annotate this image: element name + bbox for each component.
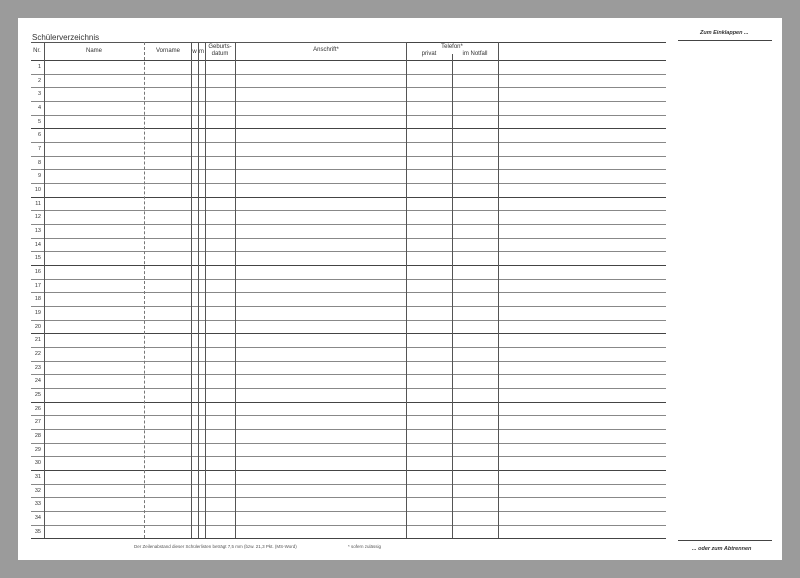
row-rule xyxy=(31,128,415,129)
row-rule xyxy=(31,101,415,102)
row-number: 24 xyxy=(34,378,41,385)
row-rule-right xyxy=(406,251,666,252)
row-number: 3 xyxy=(37,91,41,98)
row-number: 32 xyxy=(34,487,41,494)
row-rule xyxy=(31,169,415,170)
row-rule-right xyxy=(406,115,666,116)
row-rule-right xyxy=(406,197,666,198)
row-number: 13 xyxy=(34,228,41,235)
header-m: m xyxy=(199,49,204,55)
column-divider xyxy=(44,42,45,538)
row-rule xyxy=(31,183,415,184)
row-number: 25 xyxy=(34,392,41,399)
row-rule-right xyxy=(406,320,666,321)
row-number: 34 xyxy=(34,515,41,522)
row-number: 26 xyxy=(34,405,41,412)
row-rule xyxy=(31,511,415,512)
row-rule xyxy=(31,402,415,403)
row-rule-right xyxy=(406,224,666,225)
row-rule-right xyxy=(406,128,666,129)
fold-top-rule xyxy=(678,40,772,41)
row-rule xyxy=(31,429,415,430)
row-rule-right xyxy=(406,374,666,375)
row-rule-right xyxy=(406,210,666,211)
header-w: w xyxy=(192,49,197,55)
column-divider xyxy=(406,42,407,538)
row-number: 22 xyxy=(34,351,41,358)
row-rule-right xyxy=(406,361,666,362)
row-rule xyxy=(31,538,415,539)
row-number: 6 xyxy=(37,132,41,139)
row-number: 27 xyxy=(34,419,41,426)
row-number: 7 xyxy=(37,146,41,153)
row-rule-right xyxy=(406,538,666,539)
row-rule xyxy=(31,279,415,280)
column-divider xyxy=(191,42,192,538)
column-divider xyxy=(205,42,206,538)
row-number: 12 xyxy=(34,214,41,221)
footer-note: Der Zeilenabstand dieser Schülerlisten beträgt 7,5 mm (bzw. 21,3 Pkt. (MS-Word) xyxy=(134,544,297,549)
row-rule-right xyxy=(406,511,666,512)
row-number: 16 xyxy=(34,269,41,276)
column-divider xyxy=(235,42,236,538)
row-rule-right xyxy=(406,238,666,239)
row-number: 10 xyxy=(34,187,41,194)
row-rule-right xyxy=(406,279,666,280)
header-name: Name xyxy=(85,48,102,54)
row-rule xyxy=(31,470,415,471)
header-anschrift: Anschrift* xyxy=(313,47,339,53)
fold-top-label: Zum Einklappen ... xyxy=(700,30,749,36)
row-rule xyxy=(31,251,415,252)
row-rule-right xyxy=(406,142,666,143)
row-rule-right xyxy=(406,169,666,170)
row-rule xyxy=(31,74,415,75)
row-number: 1 xyxy=(37,64,41,70)
row-rule xyxy=(31,456,415,457)
row-rule xyxy=(31,210,415,211)
row-rule xyxy=(31,320,415,321)
header-telefon: Telefon* xyxy=(441,44,463,50)
row-rule xyxy=(31,525,415,526)
row-rule xyxy=(31,333,415,334)
row-number: 19 xyxy=(34,310,41,317)
header-geburts-1: Geburts- xyxy=(208,44,232,50)
header-privat: privat xyxy=(421,51,437,57)
row-rule xyxy=(31,484,415,485)
row-rule xyxy=(31,142,415,143)
column-divider xyxy=(198,42,199,538)
row-rule-right xyxy=(406,415,666,416)
row-rule-right xyxy=(406,497,666,498)
row-number: 29 xyxy=(34,446,41,453)
row-number: 17 xyxy=(34,282,41,289)
header-notfall: im Notfall xyxy=(462,51,488,57)
row-rule-right xyxy=(406,484,666,485)
row-rule xyxy=(31,197,415,198)
form-title: Schülerverzeichnis xyxy=(32,33,100,42)
row-number: 30 xyxy=(34,460,41,467)
row-number: 18 xyxy=(34,296,41,303)
row-rule-right xyxy=(406,183,666,184)
row-rule-right xyxy=(406,87,666,88)
fold-bottom-label: ... oder zum Abtrennen xyxy=(692,546,752,552)
row-rule xyxy=(31,115,415,116)
row-rule xyxy=(31,347,415,348)
row-number: 33 xyxy=(34,501,41,508)
header-geburts-2: datum xyxy=(211,51,229,57)
row-rule xyxy=(31,361,415,362)
row-rule-right xyxy=(406,292,666,293)
row-number: 15 xyxy=(34,255,41,262)
column-divider xyxy=(498,42,499,538)
row-rule-right xyxy=(406,101,666,102)
column-divider xyxy=(452,54,453,538)
row-rule-right xyxy=(406,470,666,471)
row-rule xyxy=(31,224,415,225)
row-rule xyxy=(31,415,415,416)
row-number: 23 xyxy=(34,364,41,371)
row-number: 28 xyxy=(34,433,41,440)
row-number: 20 xyxy=(34,323,41,330)
row-number: 8 xyxy=(37,159,41,166)
table-top-rule-right xyxy=(406,42,666,43)
row-rule xyxy=(31,374,415,375)
row-rule xyxy=(31,497,415,498)
row-rule-right xyxy=(406,456,666,457)
header-bottom-rule xyxy=(31,60,415,61)
row-rule-right xyxy=(406,443,666,444)
form-sheet xyxy=(18,18,782,560)
row-rule-right xyxy=(406,388,666,389)
fold-bottom-rule xyxy=(678,540,772,541)
row-rule xyxy=(31,443,415,444)
row-rule-right xyxy=(406,333,666,334)
footnote: * sofern zulässig xyxy=(348,544,382,549)
row-rule-right xyxy=(406,156,666,157)
row-rule-right xyxy=(406,265,666,266)
row-number: 31 xyxy=(34,474,41,481)
column-divider xyxy=(144,42,145,538)
header-vorname: Vorname xyxy=(155,48,180,54)
row-number: 5 xyxy=(37,118,41,125)
row-rule-right xyxy=(406,306,666,307)
row-rule xyxy=(31,265,415,266)
row-rule xyxy=(31,87,415,88)
row-rule xyxy=(31,292,415,293)
row-rule-right xyxy=(406,402,666,403)
row-rule xyxy=(31,156,415,157)
row-number: 9 xyxy=(37,173,41,180)
header-bottom-rule-right xyxy=(406,60,666,61)
row-number: 14 xyxy=(34,241,41,248)
row-rule xyxy=(31,388,415,389)
row-number: 21 xyxy=(34,337,41,344)
row-rule-right xyxy=(406,347,666,348)
row-rule-right xyxy=(406,429,666,430)
row-rule xyxy=(31,238,415,239)
row-rule xyxy=(31,306,415,307)
row-number: 35 xyxy=(34,528,41,535)
row-number: 2 xyxy=(37,77,41,84)
row-rule-right xyxy=(406,74,666,75)
title-rule xyxy=(31,42,415,43)
row-rule-right xyxy=(406,525,666,526)
row-number: 11 xyxy=(35,200,41,207)
row-number: 4 xyxy=(37,105,41,111)
header-nr: Nr. xyxy=(33,48,41,54)
